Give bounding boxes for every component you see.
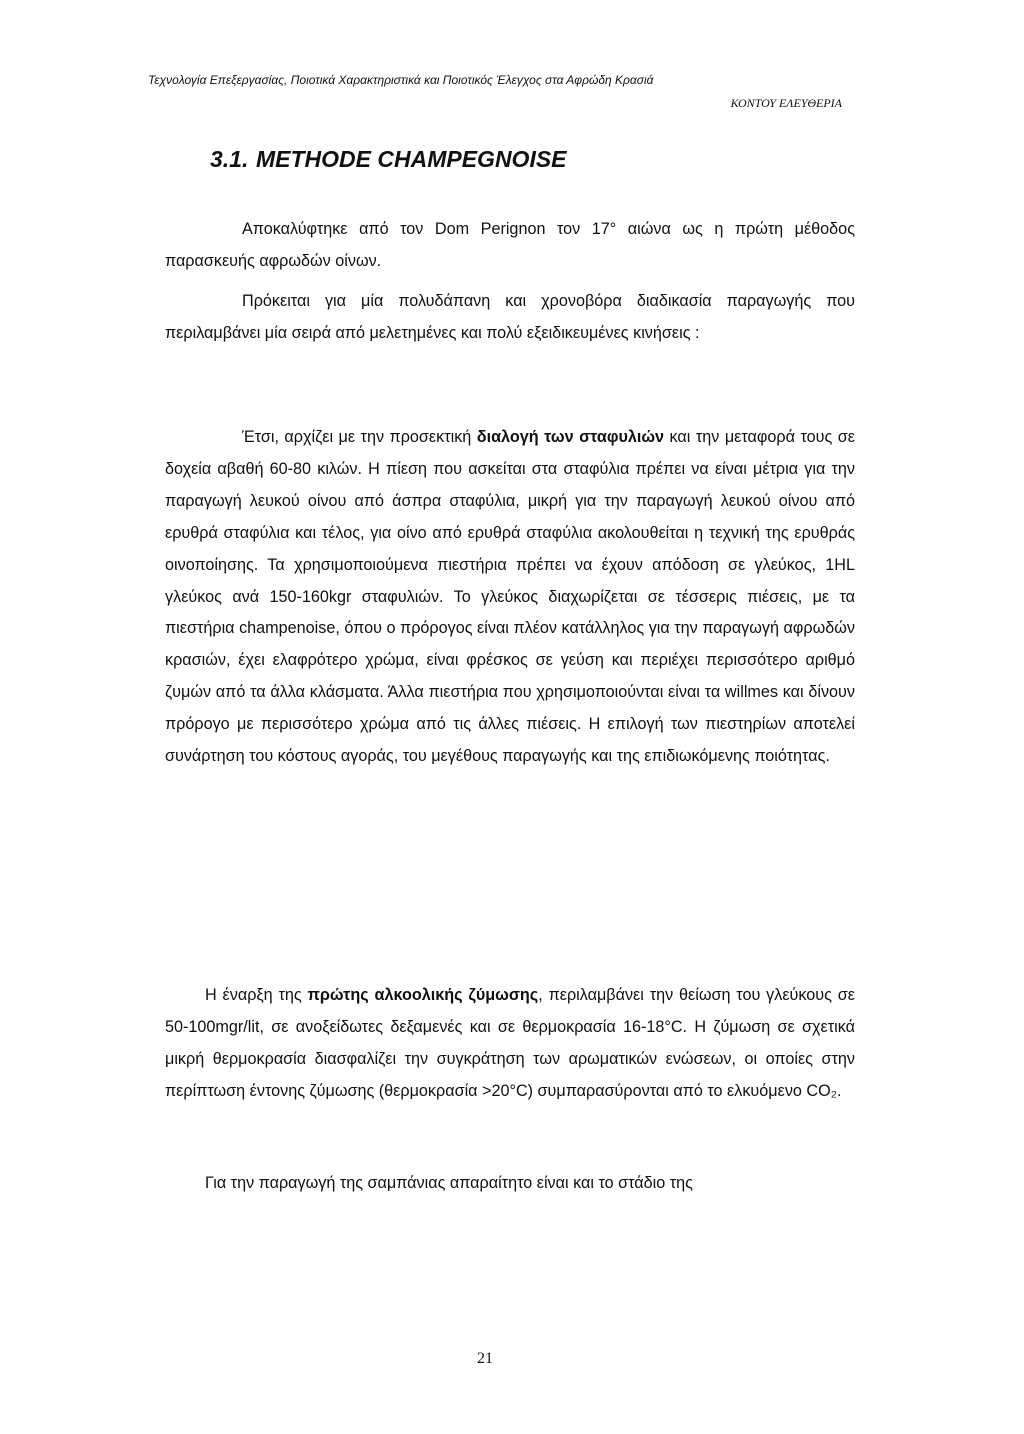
bold-term-grape-selection: διαλογή των σταφυλιών [476,428,665,446]
paragraph-text: και την μεταφορά τους σε δοχεία αβαθή 60-80 κιλών. Η πίεση που ασκείται στα σταφύλια πρέπει να είναι μέτρια για την παραγωγή λευκού οίνου από άσπρα σταφύλια, μικρή για την παραγωγή λευκού οίνου από ερυθρά σταφύλια και τέλος, για οίνο από ερυθρά σταφύλια ακολουθείται η τεχνική της ερυθράς οινοποίησης. Τα χρησιμοποιούμενα πιεστήρια πρέπει να έχουν απόδοση σε γλεύκος, 1HL γλεύκος ανά 150-160kgr σταφυλιών. Το γλεύκος διαχωρίζεται σε τέσσερις πιέσεις, με τα πιεστήρια champenoise, όπου ο πρόρογος είναι πλέον κατάλληλος για την παραγωγή αφρωδών κρασιών, έχει ελαφρότερο χρώμα, είναι φρέσκος σε γεύση και περιέχει περισσότερο αριθμό ζυμών από τα άλλα κλάσματα. Άλλα πιεστήρια που χρησιμοποιούνται είναι τα willmes και δίνουν πρόρογο με περισσότερο χρώμα από τις άλλες πιέσεις. Η επιλογή των πιεστηρίων αποτελεί συνάρτηση του κόστους αγοράς, του μεγέθους παραγωγής και της επιδιωκόμενης ποιότητας. [165,428,855,766]
running-header: Τεχνολογία Επεξεργασίας, Ποιοτικά Χαρακτηριστικά και Ποιοτικός Έλεγχος στα Αφρώδη Κρασιά [148,73,654,87]
paragraph-champagne-stage: Για την παραγωγή της σαμπάνιας απαραίτητο είναι και το στάδιο της [205,1174,693,1192]
bold-term-first-fermentation: πρώτης αλκοολικής ζύμωσης [307,986,539,1004]
author-name: ΚΟΝΤΟΥ ΕΛΕΥΘΕΡΙΑ [730,96,842,110]
paragraph-first-fermentation [165,980,855,1108]
section-number: 3.1. [210,146,249,172]
paragraph-grape-selection [165,422,855,773]
paragraph-text: Έτσι, αρχίζει με την προσεκτική [242,428,477,446]
paragraph-process: Πρόκειται για μία πολυδάπανη και χρονοβόρα διαδικασία παραγωγής που περιλαμβάνει μία σειρά από μελετημένες και πολύ εξειδικευμένες κινήσεις : [165,292,855,342]
section-heading [210,146,567,173]
paragraph-text: Η έναρξη της [205,986,308,1004]
section-title: METHODE CHAMPEGNOISE [256,146,567,172]
paragraph-text: , περιλαμβάνει την θείωση του γλεύκους σε 50-100mgr/lit, σε ανοξείδωτες δεξαμενές και σε θερμοκρασία 16-18°C. Η ζύμωση σε σχετικά μικρή θερμοκρασία διασφαλίζει την συγκράτηση των αρωματικών ενώσεων, οι οποίες στην περίπτωση έντονης ζύμωσης (θερμοκρασία >20°C) συμπαρασύρονται από το ελκυόμενο CO₂. [165,986,855,1100]
page-number: 21 [477,1350,493,1367]
paragraph-intro: Αποκαλύφτηκε από τον Dom Perignon τον 17° αιώνα ως η πρώτη μέθοδος παρασκευής αφρωδών οίνων. [165,220,855,270]
